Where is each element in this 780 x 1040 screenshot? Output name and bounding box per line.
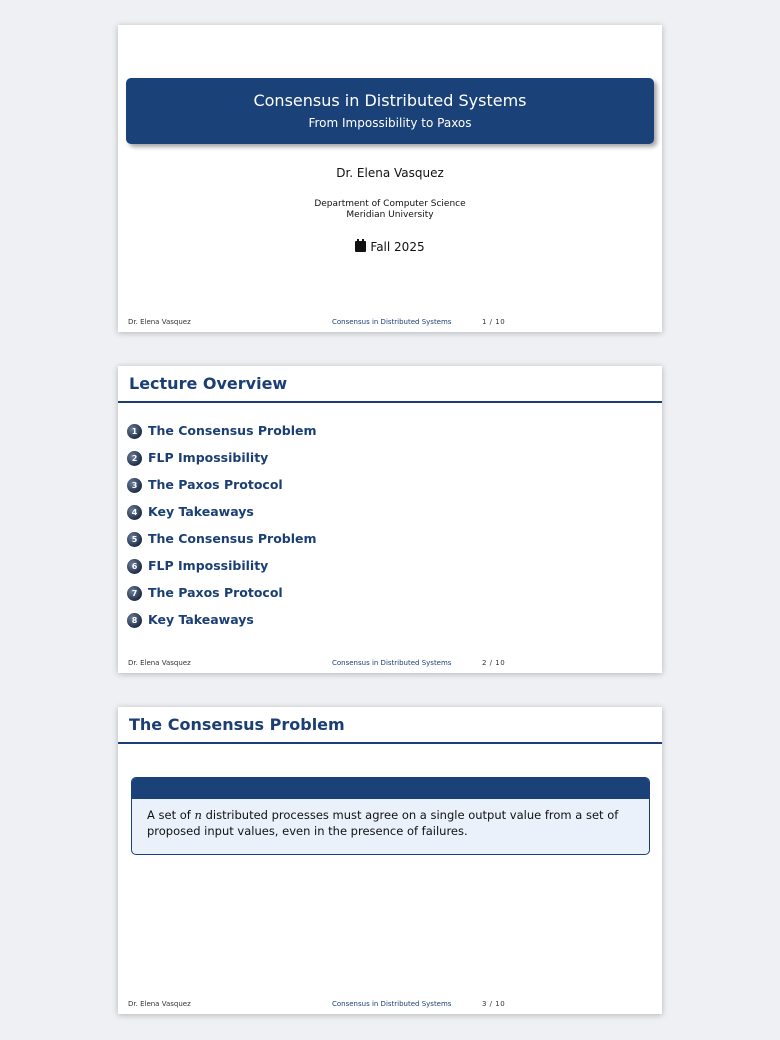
footer-author: Dr. Elena Vasquez bbox=[128, 318, 191, 326]
slide-3 bbox=[118, 707, 662, 1014]
frame-title: Lecture Overview bbox=[129, 374, 288, 393]
toc-item-label[interactable]: The Consensus Problem bbox=[148, 531, 317, 546]
title-box bbox=[126, 78, 654, 144]
presentation-subtitle: From Impossibility to Paxos bbox=[308, 116, 472, 130]
footer-title: Consensus in Distributed Systems bbox=[332, 659, 452, 667]
toc-number-bullet: 6 bbox=[127, 559, 142, 574]
toc-number-bullet: 4 bbox=[127, 505, 142, 520]
block-header bbox=[132, 778, 649, 799]
block-text: distributed processes must agree on a single output value from a set of proposed input values, even in the presence of failures. bbox=[147, 808, 619, 838]
toc-item-label[interactable]: FLP Impossibility bbox=[148, 450, 269, 465]
slide-footer bbox=[118, 318, 662, 328]
footer-title: Consensus in Distributed Systems bbox=[332, 1000, 452, 1008]
date-line bbox=[118, 240, 662, 254]
toc-item-label[interactable]: The Paxos Protocol bbox=[148, 585, 283, 600]
slide-footer bbox=[118, 659, 662, 669]
slide-1 bbox=[118, 25, 662, 332]
frame-title-bar bbox=[118, 707, 662, 744]
block-text: A set of bbox=[147, 808, 195, 822]
toc-item-label[interactable]: Key Takeaways bbox=[148, 612, 254, 627]
definition-block bbox=[131, 777, 650, 855]
calendar-icon bbox=[355, 241, 366, 252]
department: Department of Computer Science bbox=[314, 199, 466, 209]
frame-title: The Consensus Problem bbox=[129, 715, 345, 734]
toc-number-bullet: 7 bbox=[127, 586, 142, 601]
frame-title-bar bbox=[118, 366, 662, 403]
footer-author: Dr. Elena Vasquez bbox=[128, 1000, 191, 1008]
footer-title: Consensus in Distributed Systems bbox=[332, 318, 452, 326]
page-number: 2 / 10 bbox=[482, 659, 506, 667]
author-name: Dr. Elena Vasquez bbox=[336, 166, 444, 180]
toc-item-label[interactable]: The Consensus Problem bbox=[148, 423, 317, 438]
institution bbox=[118, 199, 662, 221]
page-number: 3 / 10 bbox=[482, 1000, 506, 1008]
block-body bbox=[132, 799, 649, 847]
toc-number-bullet: 3 bbox=[127, 478, 142, 493]
footer-author: Dr. Elena Vasquez bbox=[128, 659, 191, 667]
toc-item-label[interactable]: FLP Impossibility bbox=[148, 558, 269, 573]
presentation-title: Consensus in Distributed Systems bbox=[253, 91, 527, 110]
toc-item-label[interactable]: Key Takeaways bbox=[148, 504, 254, 519]
page-number: 1 / 10 bbox=[482, 318, 506, 326]
university: Meridian University bbox=[346, 210, 434, 220]
math-variable: n bbox=[194, 808, 202, 822]
slide-2 bbox=[118, 366, 662, 673]
toc-number-bullet: 2 bbox=[127, 451, 142, 466]
toc-number-bullet: 8 bbox=[127, 613, 142, 628]
toc-number-bullet: 5 bbox=[127, 532, 142, 547]
toc-item-label[interactable]: The Paxos Protocol bbox=[148, 477, 283, 492]
slide-footer bbox=[118, 1000, 662, 1010]
date-text: Fall 2025 bbox=[370, 240, 425, 254]
toc-number-bullet: 1 bbox=[127, 424, 142, 439]
